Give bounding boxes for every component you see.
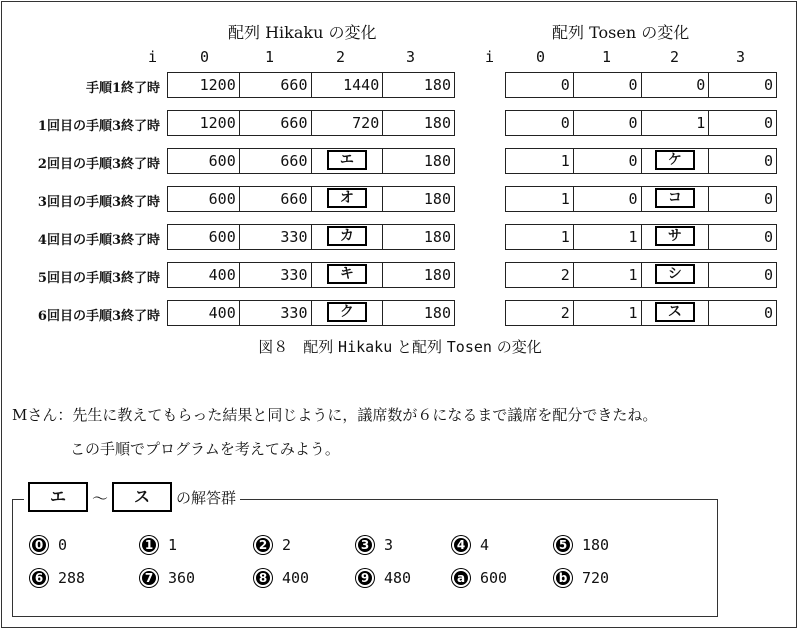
hikaku-cell [312, 263, 384, 287]
hikaku-index-0: 0 [200, 48, 210, 66]
tosen-cell: 0 [763, 76, 773, 94]
answer-group-box [12, 499, 718, 617]
blank-answer-box: ケ [655, 150, 695, 170]
tosen-cell: 2 [506, 263, 574, 287]
hikaku-array-row [167, 262, 455, 288]
answer-group-legend [24, 482, 240, 512]
option-key-badge: 2 [254, 536, 272, 554]
tosen-cell: 0 [574, 149, 642, 173]
hikaku-cell: 400 [168, 263, 240, 287]
tosen-cell [642, 301, 710, 325]
blank-answer-box: オ [327, 188, 367, 208]
hikaku-cell [312, 301, 384, 325]
tosen-cell: 0 [763, 266, 773, 284]
hikaku-cell: 1200 [168, 73, 240, 97]
hikaku-cell: 660 [240, 73, 312, 97]
hikaku-cell: 600 [168, 225, 240, 249]
tosen-array-row [505, 262, 777, 288]
hikaku-cell: 330 [240, 263, 312, 287]
hikaku-cell: 180 [423, 266, 451, 284]
tosen-cell [642, 225, 710, 249]
tosen-cell: 0 [763, 190, 773, 208]
hikaku-array-row [167, 186, 455, 212]
option-value: 4 [480, 536, 490, 554]
option-value: 400 [282, 569, 310, 587]
tosen-cell [642, 149, 710, 173]
answer-option [356, 569, 411, 587]
tosen-index-label: i [485, 48, 495, 66]
tosen-cell: 1 [574, 225, 642, 249]
option-key-badge: 7 [140, 569, 158, 587]
blank-answer-box: エ [327, 150, 367, 170]
hikaku-cell: 660 [240, 149, 312, 173]
option-key-badge: 3 [356, 536, 374, 554]
option-value: 288 [58, 569, 86, 587]
tosen-cell: 0 [574, 187, 642, 211]
answer-option [30, 536, 67, 554]
tosen-array-row [505, 72, 777, 98]
answer-option [452, 536, 489, 554]
tosen-array-row [505, 110, 777, 136]
option-key-badge: 1 [140, 536, 158, 554]
legend-end-box: ス [112, 482, 172, 512]
legend-text: の解答群 [176, 488, 237, 507]
tosen-cell: 1 [574, 301, 642, 325]
tosen-cell: 1 [642, 111, 710, 135]
tosen-index-1: 1 [602, 48, 612, 66]
hikaku-index-1: 1 [265, 48, 275, 66]
blank-answer-box: ス [655, 302, 695, 322]
answer-option [254, 536, 291, 554]
tosen-cell: 0 [506, 73, 574, 97]
option-value: 2 [282, 536, 292, 554]
tosen-index-0: 0 [536, 48, 546, 66]
tosen-cell: 1 [506, 149, 574, 173]
option-key-badge: 8 [254, 569, 272, 587]
hikaku-cell [312, 225, 384, 249]
hikaku-title: 配列 Hikaku の変化 [228, 23, 377, 42]
tosen-cell [642, 187, 710, 211]
hikaku-array-row [167, 148, 455, 174]
hikaku-cell: 330 [240, 225, 312, 249]
hikaku-array-row [167, 110, 455, 136]
tosen-cell: 0 [763, 304, 773, 322]
option-value: 3 [384, 536, 394, 554]
blank-answer-box: コ [655, 188, 695, 208]
hikaku-cell: 180 [423, 190, 451, 208]
tosen-array-row [505, 224, 777, 250]
row-label: 2回目の手順3終了時 [37, 157, 160, 172]
option-key-badge: 6 [30, 569, 48, 587]
answer-option [554, 536, 609, 554]
tosen-title: 配列 Tosen の変化 [552, 23, 690, 42]
hikaku-array-row [167, 300, 455, 326]
hikaku-cell: 180 [423, 228, 451, 246]
legend-start-box: エ [28, 482, 88, 512]
legend-tilde: 〜 [92, 488, 109, 508]
hikaku-array-row [167, 224, 455, 250]
option-value: 0 [58, 536, 68, 554]
hikaku-cell: 660 [240, 187, 312, 211]
tosen-cell: 1 [506, 225, 574, 249]
option-key-badge: b [554, 569, 572, 587]
tosen-array-row [505, 148, 777, 174]
hikaku-cell: 180 [423, 304, 451, 322]
tosen-cell: 2 [506, 301, 574, 325]
hikaku-index-2: 2 [336, 48, 346, 66]
tosen-cell: 0 [763, 228, 773, 246]
blank-answer-box: キ [327, 264, 367, 284]
answer-option [452, 569, 507, 587]
tosen-cell: 0 [574, 73, 642, 97]
hikaku-cell: 400 [168, 301, 240, 325]
answer-option [140, 569, 195, 587]
tosen-cell: 0 [574, 111, 642, 135]
hikaku-cell: 330 [240, 301, 312, 325]
option-key-badge: 4 [452, 536, 470, 554]
option-key-badge: a [452, 569, 470, 587]
option-value: 480 [384, 569, 412, 587]
hikaku-cell: 1200 [168, 111, 240, 135]
option-value: 360 [168, 569, 196, 587]
option-key-badge: 5 [554, 536, 572, 554]
tosen-index-2: 2 [670, 48, 680, 66]
tosen-cell: 1 [506, 187, 574, 211]
blank-answer-box: カ [327, 226, 367, 246]
row-label: 6回目の手順3終了時 [37, 309, 160, 324]
option-value: 1 [168, 536, 178, 554]
row-label: 4回目の手順3終了時 [37, 233, 160, 248]
hikaku-cell: 180 [423, 76, 451, 94]
tosen-array-row [505, 300, 777, 326]
tosen-cell: 0 [763, 152, 773, 170]
tosen-cell [642, 263, 710, 287]
answer-option [356, 536, 393, 554]
hikaku-cell [312, 187, 384, 211]
row-label: 手順1終了時 [85, 81, 160, 96]
tosen-cell: 0 [506, 111, 574, 135]
answer-option [554, 569, 609, 587]
tosen-cell: 1 [574, 263, 642, 287]
option-value: 720 [582, 569, 610, 587]
row-label: 5回目の手順3終了時 [37, 271, 160, 286]
option-key-badge: 0 [30, 536, 48, 554]
blank-answer-box: サ [655, 226, 695, 246]
tosen-index-3: 3 [736, 48, 746, 66]
blank-answer-box: ク [327, 302, 367, 322]
tosen-cell: 0 [763, 114, 773, 132]
option-value: 180 [582, 536, 610, 554]
hikaku-cell: 180 [423, 114, 451, 132]
row-label: 1回目の手順3終了時 [37, 119, 160, 134]
tosen-array-row [505, 186, 777, 212]
option-value: 600 [480, 569, 508, 587]
answer-option [140, 536, 177, 554]
blank-answer-box: シ [655, 264, 695, 284]
hikaku-index-3: 3 [406, 48, 416, 66]
dialogue-line-1: Mさん：先生に教えてもらった結果と同じように，議席数が６になるまで議席を配分できたね。 [12, 406, 658, 424]
hikaku-cell [312, 149, 384, 173]
answer-option [30, 569, 85, 587]
hikaku-cell: 180 [423, 152, 451, 170]
option-key-badge: 9 [356, 569, 374, 587]
hikaku-array-row [167, 72, 455, 98]
hikaku-index-label: i [148, 48, 158, 66]
hikaku-cell: 600 [168, 149, 240, 173]
tosen-cell: 0 [642, 73, 710, 97]
figure-caption: 図８ 配列 Hikaku と配列 Tosen の変化 [258, 338, 542, 356]
hikaku-cell: 720 [312, 111, 384, 135]
hikaku-cell: 660 [240, 111, 312, 135]
hikaku-cell: 600 [168, 187, 240, 211]
dialogue-line-2: この手順でプログラムを考えてみよう。 [70, 440, 340, 458]
hikaku-cell: 1440 [312, 73, 384, 97]
answer-option [254, 569, 309, 587]
row-label: 3回目の手順3終了時 [37, 195, 160, 210]
